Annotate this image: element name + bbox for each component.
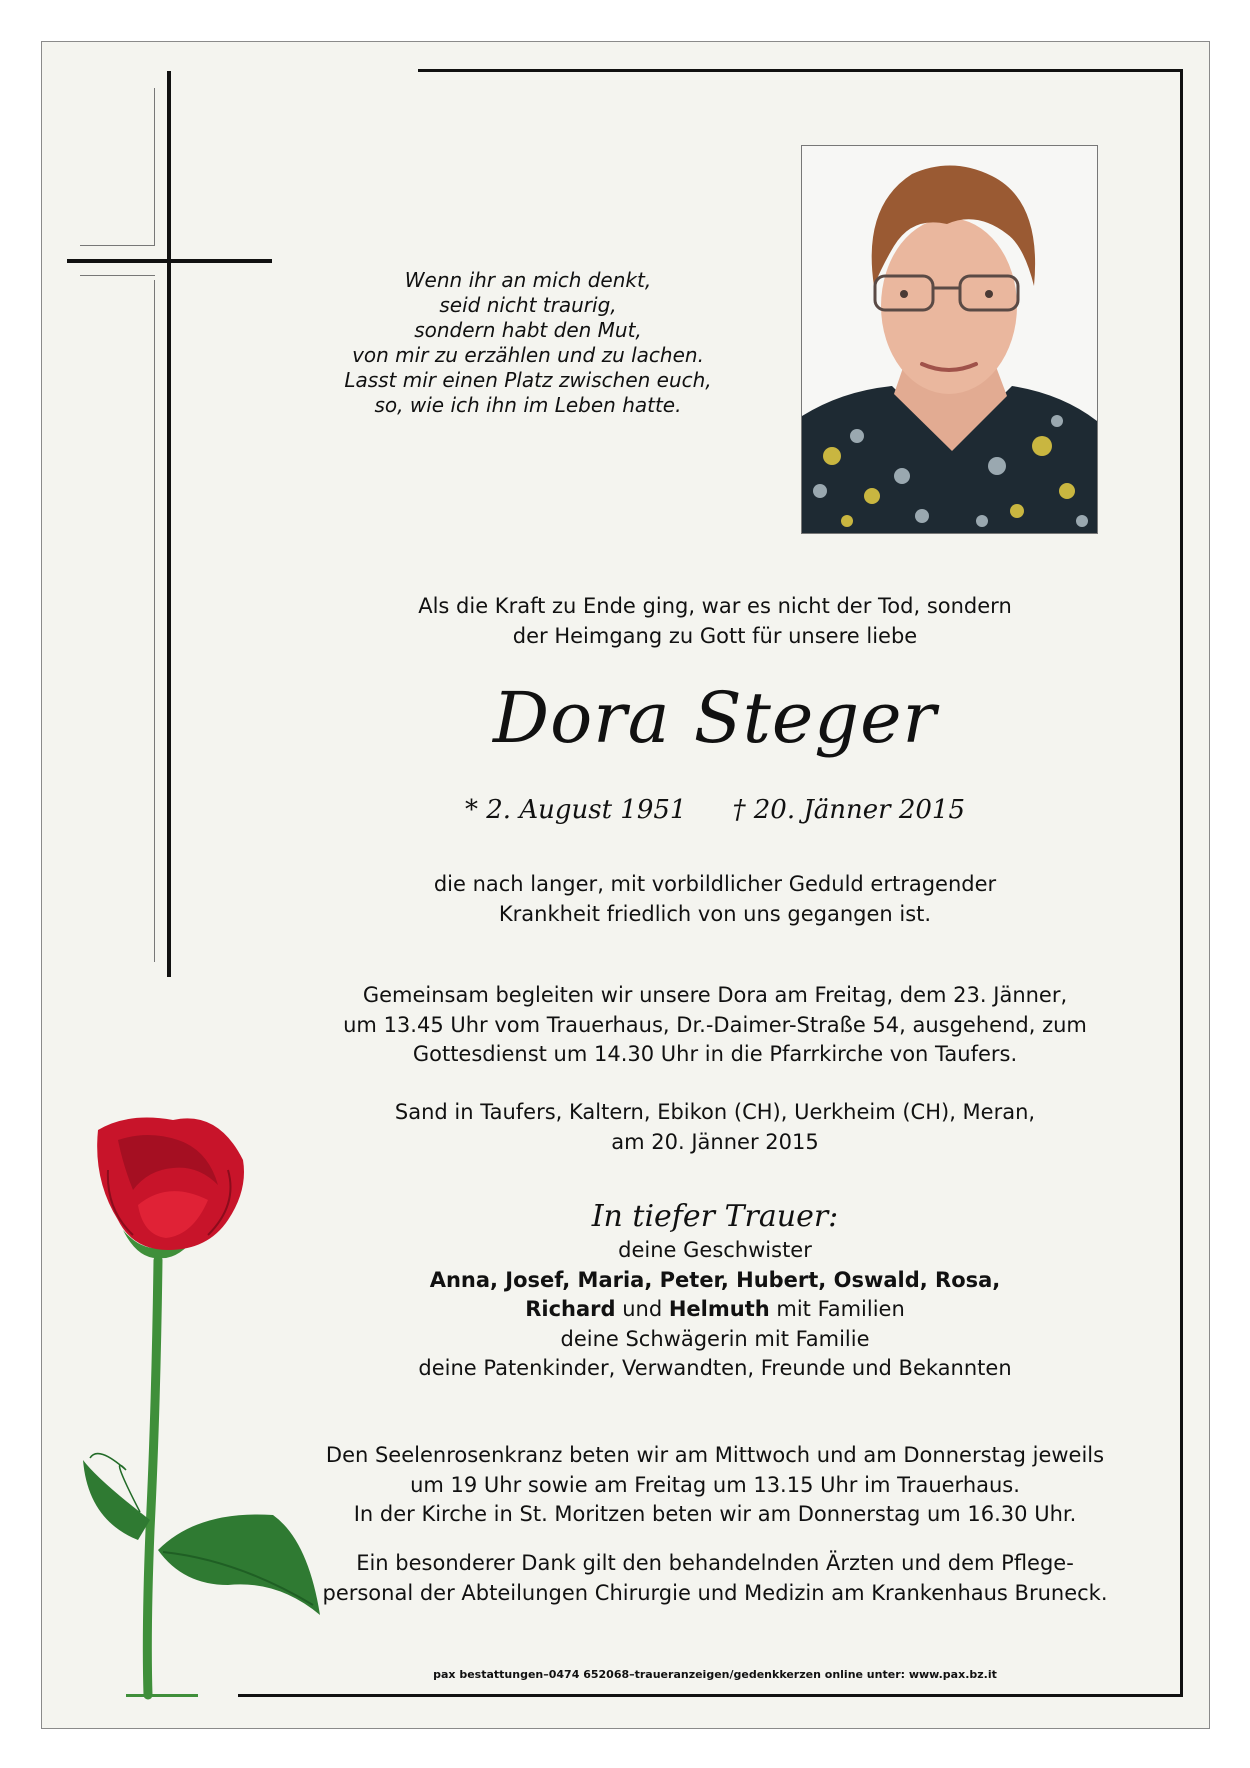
passing-text (300, 870, 1130, 929)
mourners-line (300, 1266, 1130, 1296)
mourners-list (300, 1236, 1130, 1384)
life-dates (300, 793, 1130, 827)
place-date-text (300, 1098, 1130, 1157)
mourner-richard: Richard (525, 1297, 616, 1321)
intro-line: Als die Kraft zu Ende ging, war es nicht der Tod, sondern (418, 594, 1012, 618)
intro-text (300, 592, 1130, 651)
poem-line: Lasst mir einen Platz zwischen euch, (344, 368, 712, 392)
mourners-line: deine Patenkinder, Verwandten, Freunde und Bekannten (418, 1356, 1012, 1380)
rosary-line: Den Seelenrosenkranz beten wir am Mittwoch und am Donnerstag jeweils (325, 1443, 1105, 1467)
poem-line: Wenn ihr an mich denkt, (404, 268, 652, 292)
thanks-line: Ein besonderer Dank gilt den behandelnden Ärzten und dem Pflege- (356, 1551, 1074, 1575)
mourners-line (300, 1295, 1130, 1325)
poem-line: sondern habt den Mut, (414, 318, 642, 342)
footer-credit: pax bestattungen–0474 652068–traueranzeigen/gedenkkerzen online unter: www.pax.bz.it (433, 1668, 997, 1681)
passing-line: Krankheit friedlich von uns gegangen ist. (498, 901, 932, 926)
thanks-line: personal der Abteilungen Chirurgie und Medizin am Krankenhaus Bruneck. (322, 1580, 1108, 1605)
passing-line: die nach langer, mit vorbildlicher Geduld ertragender (433, 872, 997, 896)
frame-top-line (418, 69, 1183, 72)
deceased-name: Dora Steger (493, 677, 937, 759)
portrait-photo (801, 145, 1098, 534)
intro-line: der Heimgang zu Gott für unsere liebe (512, 623, 918, 648)
place-line: Sand in Taufers, Kaltern, Ebikon (CH), Uerkheim (CH), Meran, (394, 1100, 1036, 1124)
poem-line: so, wie ich ihn im Leben hatte. (374, 393, 682, 417)
mourners-suffix: mit Familien (769, 1297, 905, 1321)
rose-icon (78, 1110, 328, 1700)
death-date: † 20. Jänner 2015 (732, 795, 966, 825)
mourning-heading: In tiefer Trauer: (591, 1199, 839, 1234)
frame-bottom-line (238, 1694, 1183, 1697)
funeral-line: Gemeinsam begleiten wir unsere Dora am Freitag, dem 23. Jänner, (362, 983, 1068, 1007)
poem (318, 268, 738, 418)
funeral-line: Gottesdienst um 14.30 Uhr in die Pfarrkirche von Taufers. (412, 1042, 1018, 1066)
mourners-line: deine Geschwister (618, 1238, 812, 1262)
rosary-line: um 19 Uhr sowie am Freitag um 13.15 Uhr im Trauerhaus. (410, 1472, 1020, 1497)
mourners-names: Anna, Josef, Maria, Peter, Hubert, Oswald, Rosa, (429, 1267, 1001, 1292)
rosary-text (300, 1441, 1130, 1530)
funeral-line: um 13.45 Uhr vom Trauerhaus, Dr.-Daimer-Straße 54, ausgehend, zum (343, 1012, 1087, 1037)
mourners-line: deine Schwägerin mit Familie (560, 1326, 870, 1351)
poem-line: von mir zu erzählen und zu lachen. (352, 343, 704, 367)
funeral-text (300, 981, 1130, 1070)
mourner-helmuth: Helmuth (668, 1297, 770, 1321)
date-line: am 20. Jänner 2015 (611, 1129, 819, 1154)
birth-date: * 2. August 1951 (464, 795, 687, 825)
thanks-text (300, 1549, 1130, 1608)
poem-line: seid nicht traurig, (439, 293, 617, 317)
frame-right-line (1180, 69, 1183, 1697)
mourners-connector: und (615, 1297, 669, 1321)
rosary-line: In der Kirche in St. Moritzen beten wir am Donnerstag um 16.30 Uhr. (353, 1502, 1077, 1526)
